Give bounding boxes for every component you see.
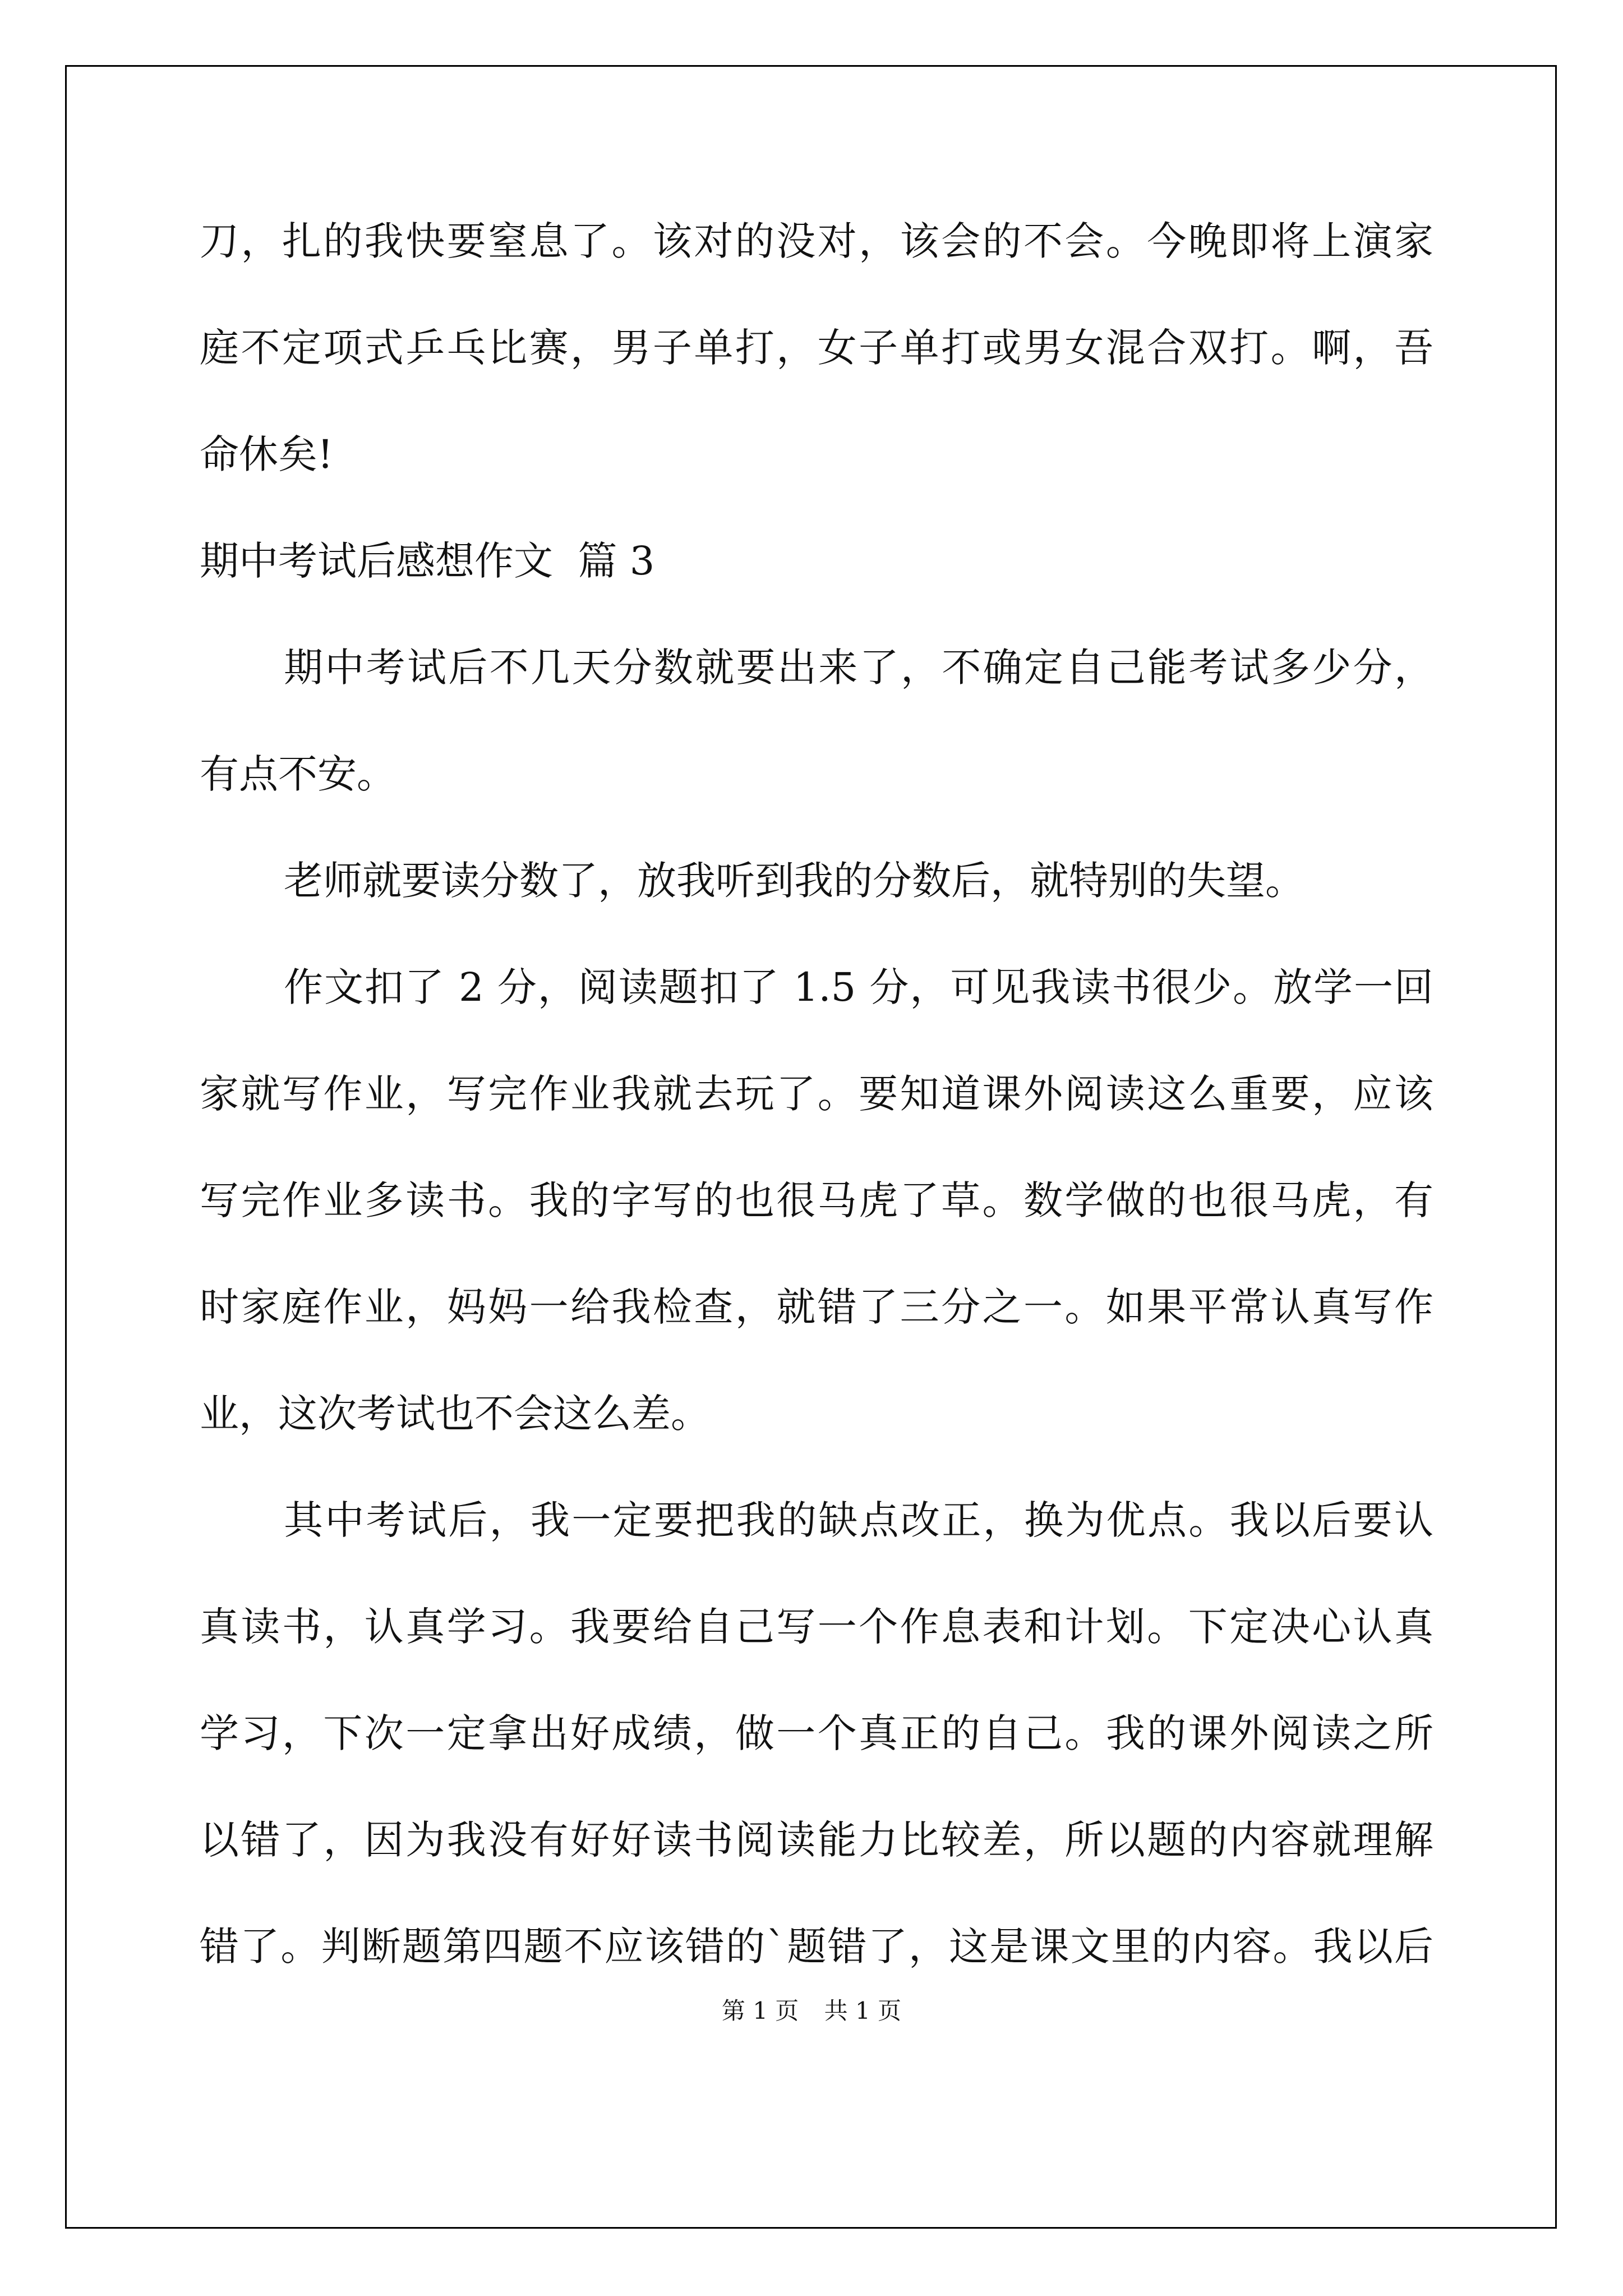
text-line: 业，这次考试也不会这么差。 (200, 1391, 710, 1437)
paragraph-first-line: 期中考试后不几天分数就要出来了，不确定自己能考试多少分， (284, 645, 1433, 691)
text-line: 家就写作业，写完作业我就去玩了。要知道课外阅读这么重要，应该 (200, 1071, 1433, 1117)
section-heading: 期中考试后感想作文 篇 3 (200, 538, 655, 584)
paragraph-first-line: 老师就要读分数了，放我听到我的分数后，就特别的失望。 (284, 858, 1304, 904)
page-total: 共 1 页 (824, 1997, 902, 2024)
text-line: 刀，扎的我快要窒息了。该对的没对，该会的不会。今晚即将上演家 (200, 218, 1433, 264)
text-line: 学习，下次一定拿出好成绩，做一个真正的自己。我的课外阅读之所 (200, 1710, 1433, 1756)
text-line: 以错了，因为我没有好好读书阅读能力比较差，所以题的内容就理解 (200, 1817, 1433, 1863)
text-line: 庭不定项式乒乓比赛，男子单打，女子单打或男女混合双打。啊，吾 (200, 325, 1433, 371)
page-footer (0, 1994, 1623, 2028)
text-line: 真读书，认真学习。我要给自己写一个作息表和计划。下定决心认真 (200, 1604, 1433, 1650)
text-line: 有点不安。 (200, 751, 396, 797)
text-line: 错了。判断题第四题不应该错的`题错了，这是课文里的内容。我以后 (200, 1924, 1433, 1970)
text-line: 写完作业多读书。我的字写的也很马虎了草。数学做的也很马虎，有 (200, 1177, 1433, 1223)
text-line: 命休矣! (200, 431, 334, 477)
paragraph-first-line: 其中考试后，我一定要把我的缺点改正，换为优点。我以后要认 (284, 1497, 1433, 1543)
text-line: 时家庭作业，妈妈一给我检查，就错了三分之一。如果平常认真写作 (200, 1284, 1433, 1330)
paragraph-first-line: 作文扣了 2 分，阅读题扣了 1.5 分，可见我读书很少。放学一回 (284, 964, 1433, 1010)
page-number: 第 1 页 (721, 1997, 799, 2024)
page-border (65, 65, 1557, 2229)
